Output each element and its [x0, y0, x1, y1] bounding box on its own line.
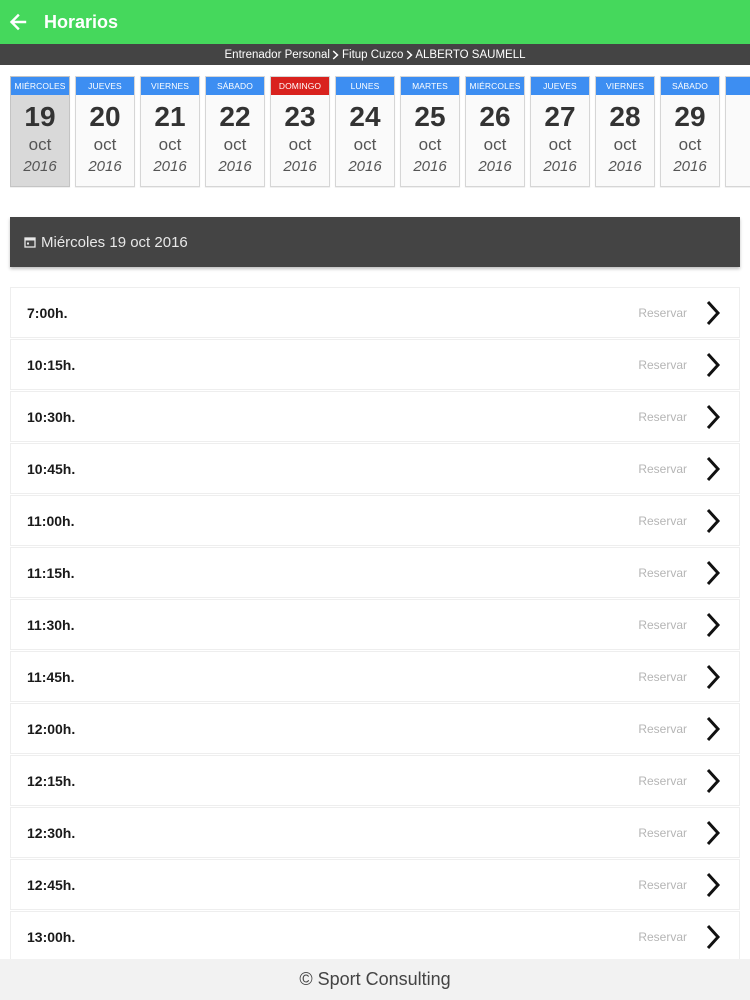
day-month: oct	[288, 135, 312, 154]
reserve-button[interactable]: Reservar	[638, 669, 687, 684]
time-slot-row[interactable]	[10, 859, 740, 910]
day-of-week-label: JUEVES	[531, 77, 589, 95]
day-number: 28	[609, 101, 641, 132]
day-card[interactable]	[400, 76, 460, 187]
time-slot-row[interactable]	[10, 807, 740, 858]
reserve-button[interactable]: Reservar	[638, 825, 687, 840]
breadcrumb-item-category[interactable]: Entrenador Personal	[224, 48, 330, 61]
day-year: 2016	[23, 158, 57, 175]
reserve-button[interactable]: Reservar	[638, 409, 687, 424]
slot-time: 7:00h.	[27, 304, 68, 321]
day-card[interactable]	[335, 76, 395, 187]
chevron-right-icon	[404, 49, 414, 61]
time-slot-list	[10, 287, 740, 959]
reserve-button[interactable]: Reservar	[638, 617, 687, 632]
day-month: oct	[353, 135, 377, 154]
reserve-button[interactable]: Reservar	[638, 305, 687, 320]
day-year: 2016	[413, 158, 447, 175]
day-number: 26	[479, 101, 511, 132]
chevron-right-icon[interactable]	[703, 663, 723, 691]
day-year: 2016	[153, 158, 187, 175]
day-number: 29	[674, 101, 706, 132]
chevron-right-icon[interactable]	[703, 299, 723, 327]
reserve-button[interactable]: Reservar	[638, 513, 687, 528]
day-number: 22	[219, 101, 251, 132]
day-year: 2016	[543, 158, 577, 175]
day-of-week-label: LUNES	[336, 77, 394, 95]
slot-time: 11:15h.	[27, 564, 75, 581]
day-card[interactable]	[205, 76, 265, 187]
breadcrumb-item-trainer: ALBERTO SAUMELL	[415, 48, 526, 61]
day-card[interactable]	[75, 76, 135, 187]
slot-time: 12:15h.	[27, 772, 76, 789]
day-month: oct	[418, 135, 442, 154]
day-month: oct	[483, 135, 507, 154]
day-number: 23	[284, 101, 316, 132]
time-slot-row[interactable]	[10, 651, 740, 702]
time-slot-row[interactable]	[10, 911, 740, 959]
day-of-week-label: MARTES	[401, 77, 459, 95]
day-card[interactable]	[270, 76, 330, 187]
day-card[interactable]	[725, 76, 750, 187]
day-month: oct	[613, 135, 637, 154]
chevron-right-icon[interactable]	[703, 819, 723, 847]
calendar-icon	[24, 236, 36, 248]
reserve-button[interactable]: Reservar	[638, 721, 687, 736]
time-slot-row[interactable]	[10, 703, 740, 754]
chevron-right-icon[interactable]	[703, 611, 723, 639]
footer-copyright: © Sport Consulting	[299, 969, 451, 989]
footer	[0, 959, 750, 1000]
day-of-week-label	[726, 77, 750, 95]
chevron-right-icon	[331, 49, 341, 61]
day-month: oct	[158, 135, 182, 154]
selected-date-label: Miércoles 19 oct 2016	[41, 233, 188, 251]
day-card[interactable]	[595, 76, 655, 187]
day-month: oct	[223, 135, 247, 154]
day-month: oct	[28, 135, 52, 154]
chevron-right-icon[interactable]	[703, 715, 723, 743]
reserve-button[interactable]: Reservar	[638, 461, 687, 476]
day-number: 25	[414, 101, 446, 132]
day-of-week-label: MIÉRCOLES	[466, 77, 524, 95]
day-year: 2016	[673, 158, 707, 175]
date-strip[interactable]	[10, 76, 750, 188]
chevron-right-icon[interactable]	[703, 455, 723, 483]
top-app-bar	[0, 0, 750, 44]
time-slot-row[interactable]	[10, 339, 740, 390]
slot-time: 11:45h.	[27, 668, 75, 685]
day-number: 24	[349, 101, 381, 132]
slot-time: 12:30h.	[27, 824, 76, 841]
day-of-week-label: MIÉRCOLES	[11, 77, 69, 95]
page-title: Horarios	[44, 11, 119, 32]
time-slot-row[interactable]	[10, 755, 740, 806]
day-of-week-label: JUEVES	[76, 77, 134, 95]
chevron-right-icon[interactable]	[703, 923, 723, 951]
day-number: 19	[24, 101, 56, 132]
slot-time: 13:00h.	[27, 928, 76, 945]
arrow-left-icon[interactable]	[2, 0, 34, 44]
day-card[interactable]	[530, 76, 590, 187]
day-of-week-label: SÁBADO	[661, 77, 719, 95]
day-year: 2016	[478, 158, 512, 175]
day-year: 2016	[348, 158, 382, 175]
time-slot-row[interactable]	[10, 599, 740, 650]
time-slot-row[interactable]	[10, 547, 740, 598]
slot-time: 12:45h.	[27, 876, 76, 893]
chevron-right-icon[interactable]	[703, 559, 723, 587]
day-number: 20	[89, 101, 121, 132]
day-card[interactable]	[140, 76, 200, 187]
reserve-button[interactable]: Reservar	[638, 773, 687, 788]
chevron-right-icon[interactable]	[703, 767, 723, 795]
chevron-right-icon[interactable]	[703, 871, 723, 899]
day-number: 21	[154, 101, 186, 132]
slot-time: 10:45h.	[27, 460, 76, 477]
day-of-week-label: VIERNES	[141, 77, 199, 95]
chevron-right-icon[interactable]	[703, 351, 723, 379]
time-slot-row[interactable]	[10, 391, 740, 442]
day-card[interactable]	[10, 76, 70, 187]
day-month: oct	[678, 135, 702, 154]
slot-time: 10:30h.	[27, 408, 76, 425]
breadcrumb	[0, 44, 750, 65]
day-of-week-label: DOMINGO	[271, 77, 329, 95]
chevron-right-icon[interactable]	[703, 403, 723, 431]
slot-time: 12:00h.	[27, 720, 76, 737]
time-slot-row[interactable]	[10, 495, 740, 546]
day-of-week-label: VIERNES	[596, 77, 654, 95]
selected-date-header	[10, 217, 740, 267]
reserve-button[interactable]: Reservar	[638, 357, 687, 372]
day-month: oct	[548, 135, 572, 154]
day-number: 27	[544, 101, 576, 132]
day-of-week-label: SÁBADO	[206, 77, 264, 95]
day-year: 2016	[283, 158, 317, 175]
time-slot-row[interactable]	[10, 287, 740, 338]
reserve-button[interactable]: Reservar	[638, 929, 687, 944]
day-year: 2016	[218, 158, 252, 175]
day-year: 2016	[608, 158, 642, 175]
reserve-button[interactable]: Reservar	[638, 565, 687, 580]
day-year: 2016	[88, 158, 122, 175]
slot-time: 11:30h.	[27, 616, 75, 633]
day-card[interactable]	[660, 76, 720, 187]
slot-time: 11:00h.	[27, 512, 75, 529]
breadcrumb-item-center[interactable]: Fitup Cuzco	[341, 48, 404, 61]
slot-time: 10:15h.	[27, 356, 76, 373]
day-card[interactable]	[465, 76, 525, 187]
chevron-right-icon[interactable]	[703, 507, 723, 535]
day-month: oct	[93, 135, 117, 154]
time-slot-row[interactable]	[10, 443, 740, 494]
reserve-button[interactable]: Reservar	[638, 877, 687, 892]
